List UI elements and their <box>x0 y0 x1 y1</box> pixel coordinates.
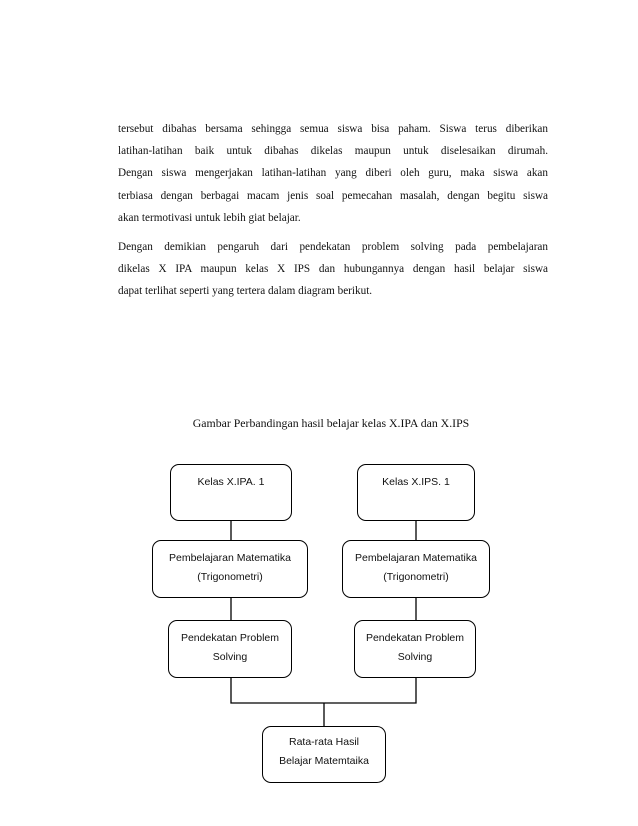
pembelajaran-ips-box <box>342 540 490 598</box>
box-label: Kelas X.IPS. 1 <box>382 476 450 488</box>
caption-text: Gambar Perbandingan hasil belajar kelas X.IPA dan X.IPS <box>192 416 470 430</box>
pendekatan-ips-box <box>354 620 476 678</box>
text-line: tersebut dibahas bersama sehingga semua siswa bisa paham. Siswa terus diberikan <box>118 123 548 135</box>
box-label: Belajar Matemtaika <box>279 755 369 767</box>
pembelajaran-ipa-box <box>152 540 308 598</box>
text-line: latihan-latihan baik untuk dibahas dikelas maupun untuk diselesaikan dirumah. <box>118 145 548 158</box>
text-line: dikelas X IPA maupun kelas X IPS dan hubungannya dengan hasil belajar siswa <box>118 263 548 276</box>
box-label: Pembelajaran Matematika <box>355 552 477 564</box>
box-label: (Trigonometri) <box>383 571 449 583</box>
box-label: Pendekatan Problem <box>365 632 465 644</box>
box-label: Solving <box>397 651 433 663</box>
kelas-ips-box <box>357 464 475 521</box>
text-line: Dengan demikian pengaruh dari pendekatan problem solving pada pembelajaran <box>118 241 548 253</box>
text-line: dapat terlihat seperti yang tertera dalam diagram berikut. <box>118 285 373 298</box>
box-label: Solving <box>212 651 248 663</box>
text-line: Dengan siswa mengerjakan latihan-latihan yang diberi oleh guru, maka siswa akan <box>118 167 548 180</box>
kelas-ipa-box <box>170 464 292 521</box>
pendekatan-ipa-box <box>168 620 292 678</box>
box-label: (Trigonometri) <box>197 571 263 583</box>
box-label: Rata-rata Hasil <box>288 736 360 748</box>
connector-merge <box>231 678 416 703</box>
box-label: Kelas X.IPA. 1 <box>197 476 265 488</box>
text-line: terbiasa dengan berbagai macam jenis soal pemecahan masalah, dengan begitu siswa <box>118 189 548 202</box>
text-line: akan termotivasi untuk lebih giat belajar. <box>118 211 301 224</box>
rata-rata-box <box>262 726 386 783</box>
box-label: Pembelajaran Matematika <box>169 552 291 564</box>
box-label: Pendekatan Problem <box>180 632 280 644</box>
